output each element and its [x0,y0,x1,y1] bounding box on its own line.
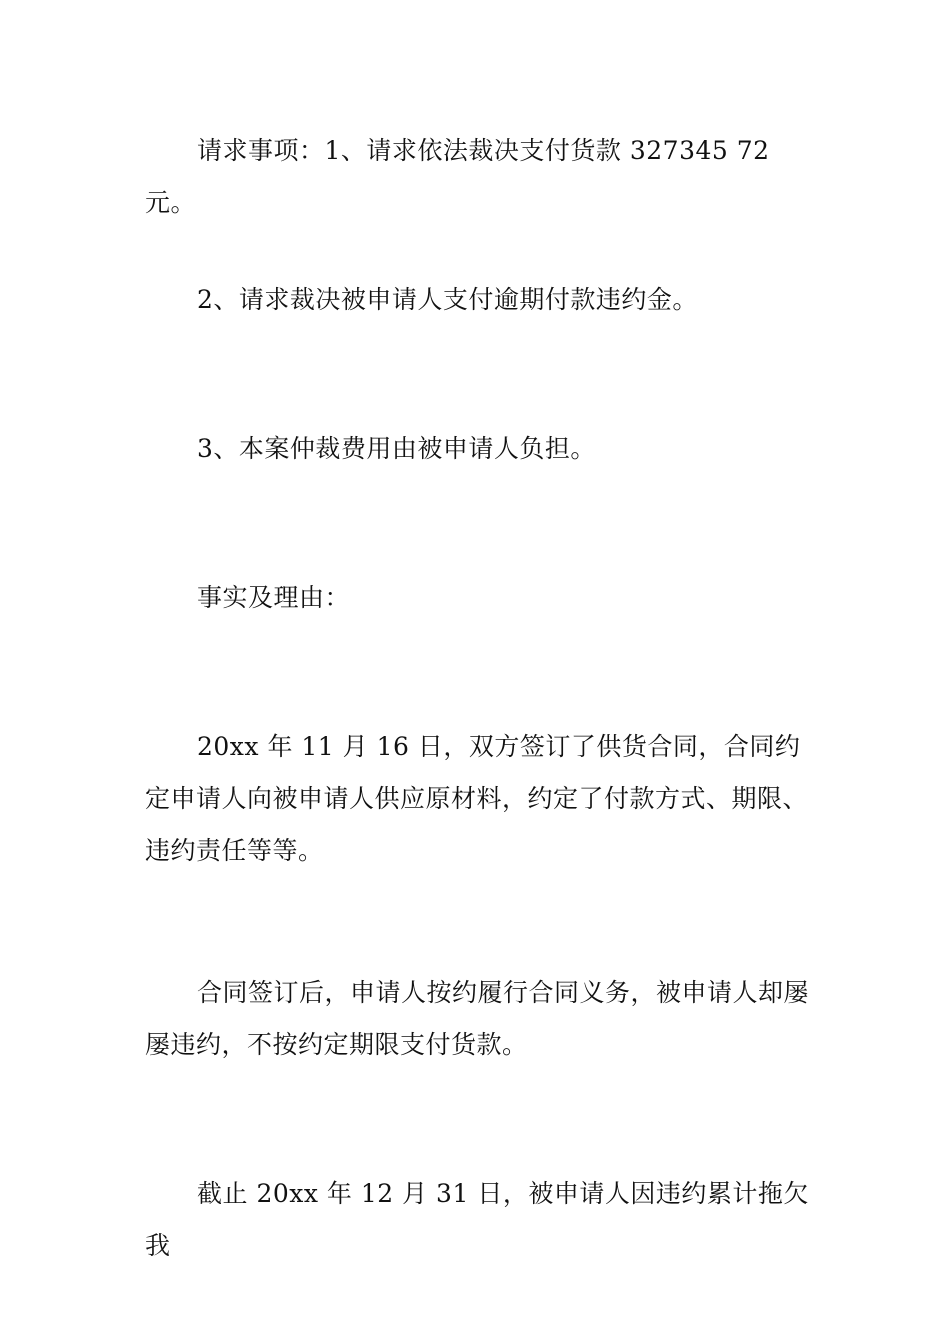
paragraph-facts-3: 截止 20xx 年 12 月 31 日，被申请人因违约累计拖欠我 [145,1179,809,1260]
paragraph-facts-2: 合同签订后，申请人按约履行合同义务，被申请人却屡屡违约，不按约定期限支付货款。 [145,978,810,1059]
section-heading-facts: 事实及理由： [197,583,351,612]
paragraph-claims: 请求事项：1、请求依法裁决支付货款 327345 72 元。 [145,136,770,217]
paragraph-claim-3: 3、本案仲裁费用由被申请人负担。 [197,434,596,463]
paragraph-facts-1: 20xx 年 11 月 16 日，双方签订了供货合同，合同约定申请人向被申请人供应原材料，约定了付款方式、期限、违约责任等等。 [145,732,809,865]
paragraph-claim-2: 2、请求裁决被申请人支付逾期付款违约金。 [197,285,698,314]
